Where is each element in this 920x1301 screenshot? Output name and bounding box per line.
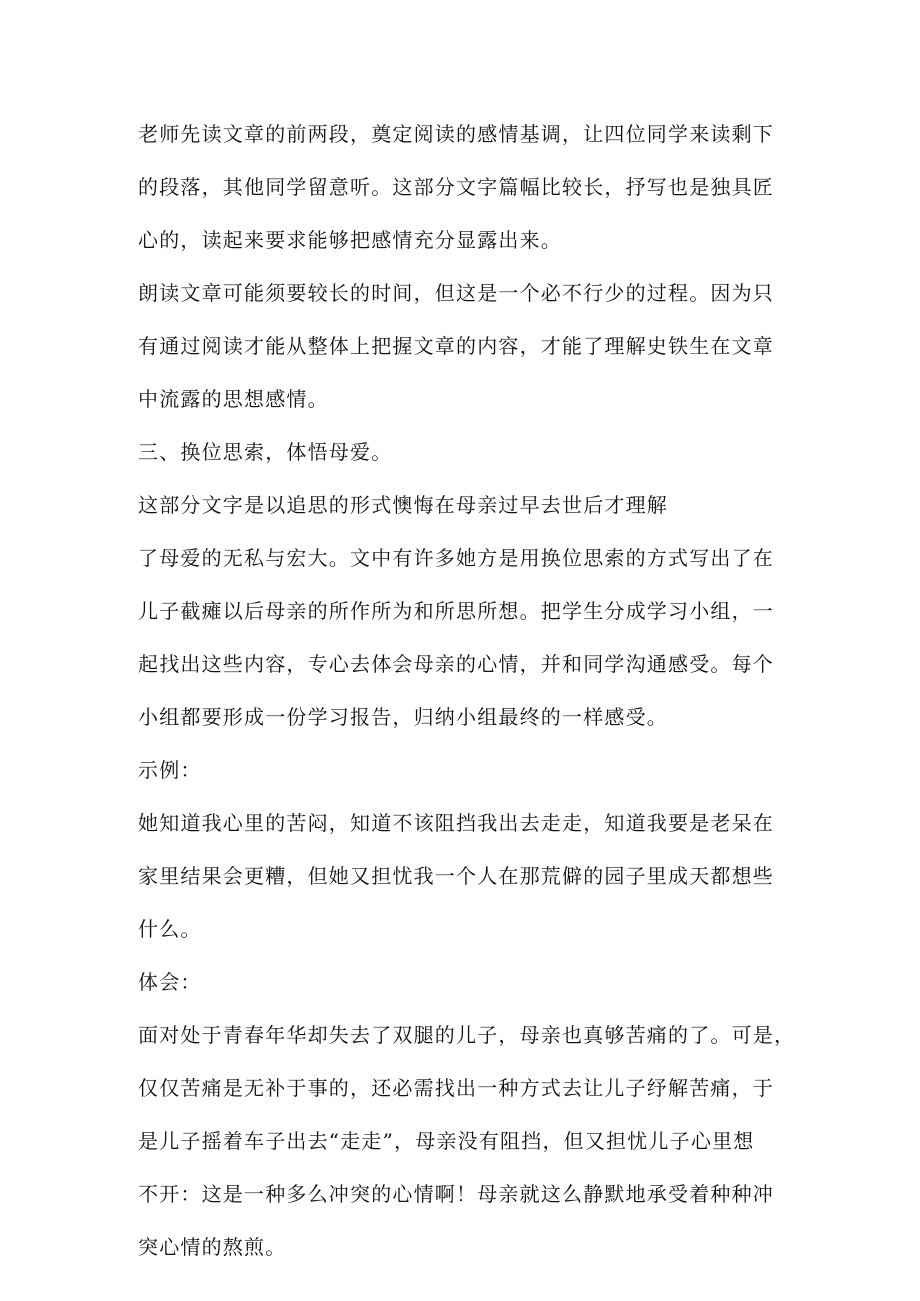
text-line: 她知道我心里的苦闷，知道不该阻挡我出去走走，知道我要是老呆在 [138,811,774,835]
text-line: 儿子截瘫以后母亲的所作所为和所思所想。把学生分成学习小组，一 [138,599,774,623]
paragraph-intro-reading [138,108,788,267]
text-line: 是儿子摇着车子出去“走走”，母亲没有阻挡，但又担忧儿子心里想 [138,1129,755,1153]
text-line: 朗读文章可能须要较长的时间，但这是一个必不行少的过程。因为只 [138,281,774,305]
text-line: 仅仅苦痛是无补于事的，还必需找出一种方式去让儿子纾解苦痛，于 [138,1076,774,1100]
paragraph-reflection-text [138,1009,796,1274]
text-line: 心的，读起来要求能够把感情充分显露出来。 [138,228,562,252]
text-line: 这部分文字是以追思的形式懊悔在母亲过早去世后才理解 [138,493,668,517]
section-three-heading [138,426,788,479]
document-body [138,108,796,1274]
text-line: 家里结果会更糟，但她又担忧我一个人在那荒僻的园子里成天都想些 [138,864,774,888]
text-line: 了母爱的无私与宏大。文中有许多她方是用换位思索的方式写出了在 [138,546,774,570]
text-line: 不开：这是一种多么冲突的心情啊！母亲就这么静默地承受着种种冲 [138,1182,774,1206]
text-line: 什么。 [138,917,202,941]
text-line: 起找出这些内容，专心去体会母亲的心情，并和同学沟通感受。每个 [138,652,774,676]
paragraph-reading-necessity [138,267,788,426]
paragraph-section-three-body [138,479,788,744]
text-line: 面对处于青春年华却失去了双腿的儿子，母亲也真够苦痛的了。可是， [138,1023,796,1047]
text-line: 老师先读文章的前两段，奠定阅读的感情基调，让四位同学来读剩下 [138,122,774,146]
example-label [138,744,788,797]
section-heading-text: 三、换位思索，体悟母爱。 [138,440,393,464]
label-text: 体会： [138,970,202,994]
text-line: 有通过阅读才能从整体上把握文章的内容，才能了理解史铁生在文章 [138,334,774,358]
text-line: 的段落，其他同学留意听。这部分文字篇幅比较长，抒写也是独具匠 [138,175,774,199]
label-text: 示例： [138,758,202,782]
paragraph-example-text [138,797,788,956]
text-line: 中流露的思想感情。 [138,387,329,411]
reflection-label [138,956,788,1009]
text-line: 小组都要形成一份学习报告，归纳小组最终的一样感受。 [138,705,668,729]
text-line: 突心情的熬煎。 [138,1235,287,1259]
